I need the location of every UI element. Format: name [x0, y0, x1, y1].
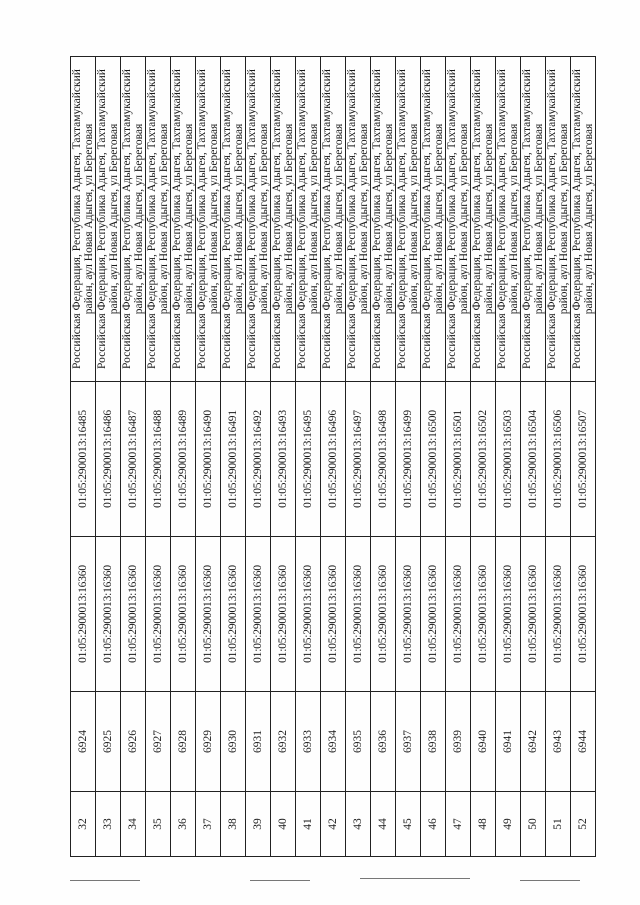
cadastral-number-cell: 01:05:2900013:16507	[571, 382, 596, 537]
table-row	[221, 57, 246, 857]
cadastral-number-cell: 01:05:2900013:16489	[171, 382, 196, 537]
address-cell: Российская Федерация, Республика Адыгея, Тахтамукайский район, аул Новая Адыгея, ул Береговая	[121, 57, 146, 382]
cadastral-number-cell: 01:05:2900013:16499	[396, 382, 421, 537]
row-id-cell: 6943	[546, 692, 571, 792]
table-row	[421, 57, 446, 857]
table-row	[396, 57, 421, 857]
parent-cadastral-number-cell: 01:05:2900013:16360	[246, 537, 271, 692]
row-number-cell: 38	[221, 792, 246, 857]
row-number-cell: 51	[546, 792, 571, 857]
row-id-cell: 6937	[396, 692, 421, 792]
parent-cadastral-number-cell: 01:05:2900013:16360	[421, 537, 446, 692]
row-id-cell: 6934	[321, 692, 346, 792]
table-row	[71, 57, 96, 857]
row-id-cell: 6941	[496, 692, 521, 792]
table-body	[71, 57, 596, 857]
row-number-cell: 45	[396, 792, 421, 857]
row-id-cell: 6929	[196, 692, 221, 792]
address-cell: Российская Федерация, Республика Адыгея, Тахтамукайский район, аул Новая Адыгея, ул Береговая	[496, 57, 521, 382]
table-row	[121, 57, 146, 857]
address-cell: Российская Федерация, Республика Адыгея, Тахтамукайский район, аул Новая Адыгея, ул Береговая	[296, 57, 321, 382]
row-number-cell: 52	[571, 792, 596, 857]
parent-cadastral-number-cell: 01:05:2900013:16360	[221, 537, 246, 692]
cadastral-number-cell: 01:05:2900013:16498	[371, 382, 396, 537]
address-cell: Российская Федерация, Республика Адыгея, Тахтамукайский район, аул Новая Адыгея, ул Береговая	[171, 57, 196, 382]
table-row	[321, 57, 346, 857]
row-id-cell: 6939	[446, 692, 471, 792]
cadastral-number-cell: 01:05:2900013:16503	[496, 382, 521, 537]
row-id-cell: 6928	[171, 692, 196, 792]
row-number-cell: 34	[121, 792, 146, 857]
address-cell: Российская Федерация, Республика Адыгея, Тахтамукайский район, аул Новая Адыгея, ул Береговая	[471, 57, 496, 382]
scan-line-mark	[70, 880, 140, 881]
cadastral-number-cell: 01:05:2900013:16488	[146, 382, 171, 537]
cadastral-number-cell: 01:05:2900013:16501	[446, 382, 471, 537]
scan-line-mark	[250, 880, 310, 881]
table-row	[296, 57, 321, 857]
row-number-cell: 41	[296, 792, 321, 857]
row-number-cell: 49	[496, 792, 521, 857]
address-cell: Российская Федерация, Республика Адыгея, Тахтамукайский район, аул Новая Адыгея, ул Береговая	[521, 57, 546, 382]
row-id-cell: 6940	[471, 692, 496, 792]
parent-cadastral-number-cell: 01:05:2900013:16360	[196, 537, 221, 692]
row-number-cell: 44	[371, 792, 396, 857]
cadastral-number-cell: 01:05:2900013:16496	[321, 382, 346, 537]
table-row	[446, 57, 471, 857]
parent-cadastral-number-cell: 01:05:2900013:16360	[496, 537, 521, 692]
table-row	[346, 57, 371, 857]
row-id-cell: 6942	[521, 692, 546, 792]
address-cell: Российская Федерация, Республика Адыгея, Тахтамукайский район, аул Новая Адыгея, ул Береговая	[346, 57, 371, 382]
cadastral-number-cell: 01:05:2900013:16504	[521, 382, 546, 537]
parent-cadastral-number-cell: 01:05:2900013:16360	[146, 537, 171, 692]
row-number-cell: 39	[246, 792, 271, 857]
cadastral-number-cell: 01:05:2900013:16490	[196, 382, 221, 537]
row-number-cell: 33	[96, 792, 121, 857]
cadastral-number-cell: 01:05:2900013:16492	[246, 382, 271, 537]
row-id-cell: 6944	[571, 692, 596, 792]
address-cell: Российская Федерация, Республика Адыгея, Тахтамукайский район, аул Новая Адыгея, ул Береговая	[196, 57, 221, 382]
address-cell: Российская Федерация, Республика Адыгея, Тахтамукайский район, аул Новая Адыгея, ул Береговая	[271, 57, 296, 382]
parent-cadastral-number-cell: 01:05:2900013:16360	[371, 537, 396, 692]
row-id-cell: 6924	[71, 692, 96, 792]
row-number-cell: 32	[71, 792, 96, 857]
table-row	[521, 57, 546, 857]
parent-cadastral-number-cell: 01:05:2900013:16360	[71, 537, 96, 692]
table-row	[271, 57, 296, 857]
cadastral-number-cell: 01:05:2900013:16495	[296, 382, 321, 537]
parent-cadastral-number-cell: 01:05:2900013:16360	[471, 537, 496, 692]
cadastral-number-cell: 01:05:2900013:16500	[421, 382, 446, 537]
parent-cadastral-number-cell: 01:05:2900013:16360	[296, 537, 321, 692]
address-cell: Российская Федерация, Республика Адыгея, Тахтамукайский район, аул Новая Адыгея, ул Береговая	[71, 57, 96, 382]
table-row	[246, 57, 271, 857]
row-id-cell: 6932	[271, 692, 296, 792]
row-number-cell: 50	[521, 792, 546, 857]
cadastral-number-cell: 01:05:2900013:16486	[96, 382, 121, 537]
parent-cadastral-number-cell: 01:05:2900013:16360	[96, 537, 121, 692]
table-row	[546, 57, 571, 857]
cadastral-number-cell: 01:05:2900013:16493	[271, 382, 296, 537]
row-id-cell: 6938	[421, 692, 446, 792]
row-id-cell: 6925	[96, 692, 121, 792]
row-number-cell: 36	[171, 792, 196, 857]
row-id-cell: 6935	[346, 692, 371, 792]
row-id-cell: 6931	[246, 692, 271, 792]
land-plot-table	[70, 56, 596, 857]
parent-cadastral-number-cell: 01:05:2900013:16360	[396, 537, 421, 692]
table-row	[196, 57, 221, 857]
scan-line-mark	[360, 878, 470, 879]
table-row	[146, 57, 171, 857]
address-cell: Российская Федерация, Республика Адыгея, Тахтамукайский район, аул Новая Адыгея, ул Береговая	[396, 57, 421, 382]
table-row	[96, 57, 121, 857]
cadastral-number-cell: 01:05:2900013:16497	[346, 382, 371, 537]
parent-cadastral-number-cell: 01:05:2900013:16360	[121, 537, 146, 692]
row-number-cell: 47	[446, 792, 471, 857]
row-number-cell: 40	[271, 792, 296, 857]
table-row	[171, 57, 196, 857]
row-id-cell: 6927	[146, 692, 171, 792]
parent-cadastral-number-cell: 01:05:2900013:16360	[546, 537, 571, 692]
address-cell: Российская Федерация, Республика Адыгея, Тахтамукайский район, аул Новая Адыгея, ул Береговая	[546, 57, 571, 382]
row-id-cell: 6930	[221, 692, 246, 792]
cadastral-number-cell: 01:05:2900013:16506	[546, 382, 571, 537]
address-cell: Российская Федерация, Республика Адыгея, Тахтамукайский район, аул Новая Адыгея, ул Береговая	[246, 57, 271, 382]
rotated-page	[70, 57, 595, 857]
address-cell: Российская Федерация, Республика Адыгея, Тахтамукайский район, аул Новая Адыгея, ул Береговая	[321, 57, 346, 382]
cadastral-number-cell: 01:05:2900013:16487	[121, 382, 146, 537]
table-row	[571, 57, 596, 857]
parent-cadastral-number-cell: 01:05:2900013:16360	[171, 537, 196, 692]
address-cell: Российская Федерация, Республика Адыгея, Тахтамукайский район, аул Новая Адыгея, ул Береговая	[221, 57, 246, 382]
row-number-cell: 48	[471, 792, 496, 857]
table-row	[371, 57, 396, 857]
parent-cadastral-number-cell: 01:05:2900013:16360	[571, 537, 596, 692]
cadastral-number-cell: 01:05:2900013:16491	[221, 382, 246, 537]
address-cell: Российская Федерация, Республика Адыгея, Тахтамукайский район, аул Новая Адыгея, ул Береговая	[421, 57, 446, 382]
scan-line-mark	[520, 880, 580, 881]
row-id-cell: 6936	[371, 692, 396, 792]
row-id-cell: 6933	[296, 692, 321, 792]
address-cell: Российская Федерация, Республика Адыгея, Тахтамукайский район, аул Новая Адыгея, ул Береговая	[571, 57, 596, 382]
cadastral-number-cell: 01:05:2900013:16502	[471, 382, 496, 537]
address-cell: Российская Федерация, Республика Адыгея, Тахтамукайский район, аул Новая Адыгея, ул Береговая	[371, 57, 396, 382]
parent-cadastral-number-cell: 01:05:2900013:16360	[346, 537, 371, 692]
address-cell: Российская Федерация, Республика Адыгея, Тахтамукайский район, аул Новая Адыгея, ул Береговая	[146, 57, 171, 382]
parent-cadastral-number-cell: 01:05:2900013:16360	[446, 537, 471, 692]
row-number-cell: 43	[346, 792, 371, 857]
cadastral-number-cell: 01:05:2900013:16485	[71, 382, 96, 537]
row-number-cell: 46	[421, 792, 446, 857]
parent-cadastral-number-cell: 01:05:2900013:16360	[271, 537, 296, 692]
parent-cadastral-number-cell: 01:05:2900013:16360	[321, 537, 346, 692]
table-row	[496, 57, 521, 857]
parent-cadastral-number-cell: 01:05:2900013:16360	[521, 537, 546, 692]
address-cell: Российская Федерация, Республика Адыгея, Тахтамукайский район, аул Новая Адыгея, ул Береговая	[96, 57, 121, 382]
row-id-cell: 6926	[121, 692, 146, 792]
address-cell: Российская Федерация, Республика Адыгея, Тахтамукайский район, аул Новая Адыгея, ул Береговая	[446, 57, 471, 382]
row-number-cell: 42	[321, 792, 346, 857]
row-number-cell: 37	[196, 792, 221, 857]
table-row	[471, 57, 496, 857]
row-number-cell: 35	[146, 792, 171, 857]
